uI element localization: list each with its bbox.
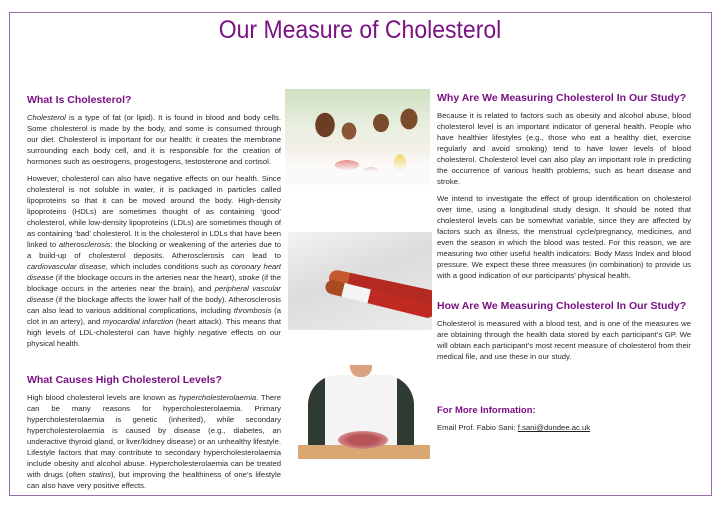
- text: (if the blockage occurs in the arteries near the heart),: [53, 273, 239, 282]
- right-column-info: [437, 405, 691, 439]
- text: is a type of fat (or lipid). It is found in blood and body cells. Some cholesterol is made by the body, and some is consumed through our diet. Cholesterol is important for our health: it creates the membrane surrounding each body cell, and it is responsible for the creation of hormones such as oestrogens, progestogens, testosterone and cortisol.: [27, 113, 281, 166]
- tablecloth: [285, 151, 430, 185]
- page-title: Our Measure of Cholesterol: [218, 16, 502, 44]
- text: : the blocking or weakening of the arteries due to a build-up of cholesterol deposits. Atherosclerosis can lead to: [27, 240, 281, 260]
- term: thrombosis: [233, 306, 272, 315]
- man-with-meat-photo: [290, 365, 432, 465]
- left-column: [27, 94, 281, 355]
- blood-tubes-photo: [288, 232, 432, 330]
- term: stroke: [238, 273, 260, 282]
- term: coronary heart disease: [27, 262, 281, 282]
- text: , which includes conditions such as: [105, 262, 231, 271]
- text: (if the blockage occurs in the arteries near the brain), and: [27, 273, 281, 293]
- left-column-causes: [27, 374, 281, 497]
- how-paragraph: Cholesterol is measured with a blood test, and is one of the measures we are obtaining through the health data stored by each participant’s GP. We will obtain each participant’s most recent measure of cholesterol from their medical file, and use these in our study.: [437, 319, 691, 361]
- term: hypercholesterolaemia: [178, 393, 257, 402]
- email-link[interactable]: f.sani@dundee.ac.uk: [517, 423, 591, 432]
- causes-paragraph: [27, 392, 281, 491]
- what-is-paragraph-2: [27, 173, 281, 349]
- term-cholesterol: Cholesterol: [27, 113, 66, 122]
- text: ), but improving the healthiness of one’s lifestyle can also have very positive effects.: [27, 470, 282, 490]
- right-column-how: [437, 300, 691, 368]
- family-photo: [285, 89, 430, 185]
- term: cardiovascular disease: [27, 262, 106, 271]
- plate-of-meat: [338, 431, 388, 449]
- right-column: [437, 92, 691, 287]
- text: (if the blockage affects the lower half of the body). Atherosclerosis can also lead to various additional complications, including: [27, 295, 281, 315]
- text: (a clot in an artery), and: [27, 306, 281, 326]
- why-paragraph-1: Because it is related to factors such as obesity and alcohol abuse, blood cholesterol level is an important indicator of general health. People who have healthier lifestyles (e.g., those who eat a healthy diet, exercise regularly and avoid smoking) tend to have lower levels of blood cholesterol. Cholesterol level can also play an important role in predicting the occurrence of various health problems, such as heart disease and stroke.: [437, 111, 691, 186]
- text: (heart attack). This means that high levels of LDL-cholesterol can have highly negative effects on our physical health.: [27, 317, 281, 348]
- heading-what-causes-high-cholesterol: What Causes High Cholesterol Levels?: [27, 374, 222, 386]
- heading-how-measuring: How Are We Measuring Cholesterol In Our Study?: [437, 300, 687, 312]
- contact-label: Email Prof. Fabio Sani:: [437, 423, 518, 432]
- contact-line: [437, 422, 691, 433]
- text: High blood cholesterol levels are known as: [27, 393, 179, 402]
- why-paragraph-2: We intend to investigate the effect of group identification on cholesterol over time, using a longitudinal study design. It should be noted that cholesterol levels can be somewhat variable, since they are affected by factors such as illness, the menstrual cycle/pregnancy, medicines, and even the season in which the blood was tested. For this reason, we are measuring two other useful health indicators: Body Mass Index and blood pressure. We expect these three measures (in combination) to provide us with a good indication of our participants’ physical health.: [437, 194, 691, 280]
- term: statins: [88, 470, 111, 479]
- heading-why-measuring: Why Are We Measuring Cholesterol In Our Study?: [437, 92, 687, 104]
- term: peripheral vascular disease: [27, 284, 281, 304]
- heading-more-information: For More Information:: [437, 405, 536, 416]
- term: myocardial infarction: [102, 317, 174, 326]
- heading-what-is-cholesterol: What Is Cholesterol?: [27, 94, 132, 106]
- text: . There can be many reasons for hypercholesterolaemia. Primary hypercholesterolaemia is genetic (inherited), while secondary hypercholesterolaemia is caused by disease (e.g., diabetes, an underactive thyroid gland, or liver/kidney disease) or an unhealthy lifestyle. Lifestyle factors that may contribute to secondary hypercholesterolaemia include obesity and alcohol abuse. Hypercholesterolaemia can be treated with drugs (often: [27, 393, 282, 479]
- what-is-paragraph-1: [27, 112, 281, 167]
- term: atherosclerosis: [58, 240, 111, 249]
- text: However, cholesterol can also have negative effects on our health. Since cholesterol is not soluble in water, it is packaged in particles called lipoproteins so that it can be moved around the body. High-density lipoproteins (HDLs) are sometimes thought of as containing ‘good’ cholesterol, while low-density lipoproteins (LDLs) are sometimes though of as containing ‘bad’ cholesterol. It is the cholesterol in LDLs that have been linked to: [27, 174, 281, 249]
